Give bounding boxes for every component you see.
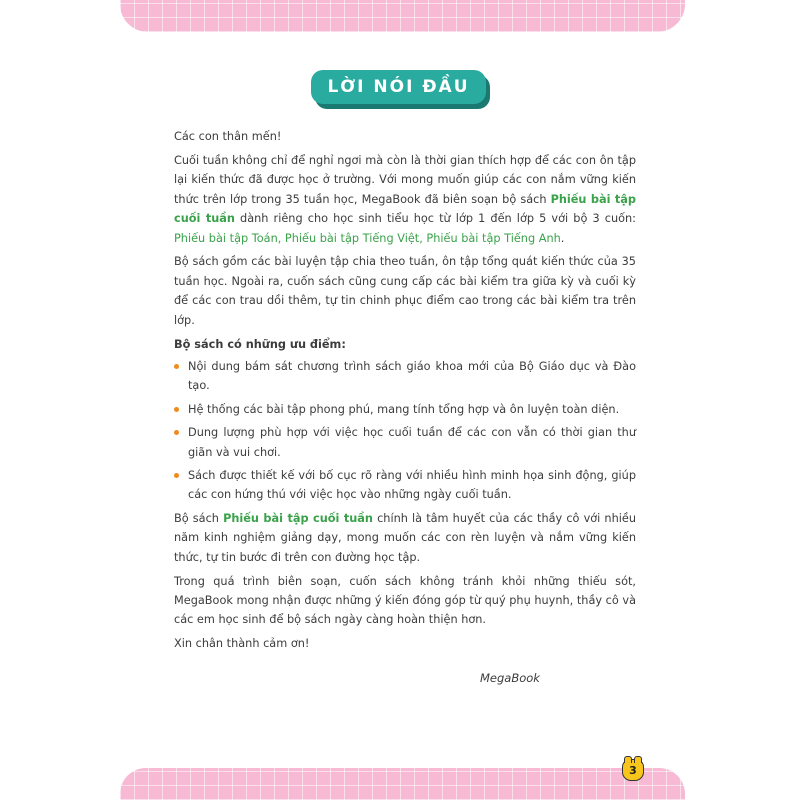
paragraph-1 bbox=[174, 151, 636, 248]
list-item-text: Dung lượng phù hợp với việc học cuối tuần để các con vẫn có thời gian thư giãn và vui chơi. bbox=[188, 426, 636, 459]
paragraph-3-text-after: chính là tâm huyết của các thầy cô với nhiều năm kinh nghiệm giảng dạy, mong muốn các con rèn luyện và nắm vững kiến thức, tự tin bước đi trên con đường học tập. bbox=[174, 511, 636, 564]
closing-line: Xin chân thành cảm ơn! bbox=[174, 637, 310, 651]
bullet-dot-icon bbox=[174, 473, 179, 478]
preface-body bbox=[174, 127, 636, 658]
paragraph-1-text-middle: dành riêng cho học sinh tiểu học từ lớp 1 đến lớp 5 với bộ 3 cuốn: bbox=[234, 212, 636, 226]
top-decorative-band bbox=[120, 0, 685, 32]
list-item-text: Sách được thiết kế với bố cục rõ ràng với nhiều hình minh họa sinh động, giúp các con hứng thú với việc học vào những ngày cuối tuần. bbox=[188, 469, 636, 502]
list-item bbox=[174, 466, 636, 505]
list-item bbox=[174, 423, 636, 462]
cat-ear-left-icon bbox=[624, 756, 632, 763]
page bbox=[120, 0, 685, 800]
bottom-decorative-band bbox=[120, 768, 685, 800]
paragraph-3 bbox=[174, 509, 636, 567]
series-name-highlight: Phiếu bài tập cuối tuần bbox=[223, 511, 373, 525]
book-titles: Phiếu bài tập Toán, Phiếu bài tập Tiếng Việt, Phiếu bài tập Tiếng Anh bbox=[174, 231, 561, 245]
page-title-text: LỜI NÓI ĐẦU bbox=[327, 77, 470, 97]
series-name-highlight: Phiếu bài tập cuối tuần bbox=[174, 192, 636, 226]
paragraph-4: Trong quá trình biên soạn, cuốn sách không tránh khỏi những thiếu sót, MegaBook mong nhận được những ý kiến đóng góp từ quý phụ huynh, thầy cô và các em học sinh để bộ sách ngày càng hoàn thiện hơn. bbox=[174, 574, 636, 627]
bullet-dot-icon bbox=[174, 364, 179, 369]
paragraph-3-text: Bộ sách bbox=[174, 511, 224, 525]
page-number: 3 bbox=[629, 763, 637, 777]
page-title bbox=[311, 70, 486, 104]
paragraph-2: Bộ sách gồm các bài luyện tập chia theo tuần, ôn tập tổng quát kiến thức của 35 tuần học. Ngoài ra, cuốn sách cũng cung cấp các bài kiểm tra giữa kỳ và cuối kỳ để các con trau dồi thêm, tự tin chinh phục điểm cao trong các bài kiểm tra trên lớp. bbox=[174, 255, 636, 327]
bullet-dot-icon bbox=[174, 407, 179, 412]
greeting: Các con thân mến! bbox=[174, 130, 282, 143]
paragraph-1-text: Cuối tuần không chỉ để nghỉ ngơi mà còn là thời gian thích hợp để các con ôn tập lại kiến thức đã được học ở trường. Với mong muốn giúp các con nắm vững kiến thức trên lớp trong 35 tuần học, MegaBook đã biên soạn bộ sách bbox=[174, 153, 636, 206]
list-item bbox=[174, 400, 636, 419]
list-item bbox=[174, 357, 636, 396]
signature: MegaBook bbox=[480, 671, 540, 685]
cat-ear-right-icon bbox=[634, 756, 642, 763]
advantages-heading: Bộ sách có những ưu điểm: bbox=[174, 337, 346, 351]
bullet-dot-icon bbox=[174, 430, 179, 435]
list-item-text: Nội dung bám sát chương trình sách giáo khoa mới của Bộ Giáo dục và Đào tạo. bbox=[188, 359, 636, 393]
advantages-list bbox=[174, 357, 636, 505]
page-number-badge bbox=[622, 759, 644, 781]
list-item-text: Hệ thống các bài tập phong phú, mang tính tổng hợp và ôn luyện toàn diện. bbox=[188, 402, 620, 416]
paragraph-1-end: . bbox=[560, 231, 565, 245]
